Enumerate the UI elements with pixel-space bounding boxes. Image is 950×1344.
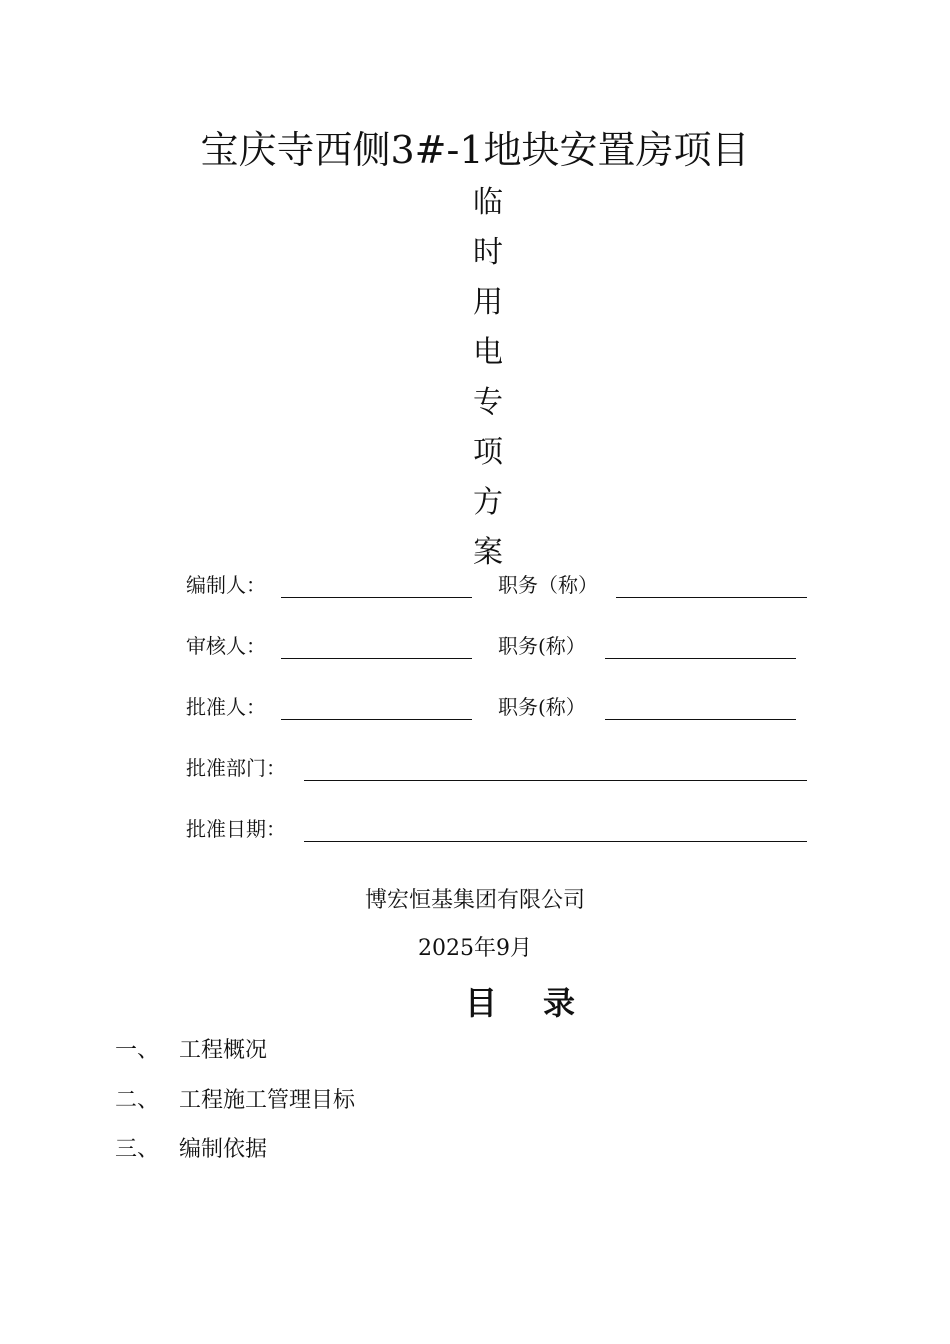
subtitle-char: 专 <box>473 385 503 420</box>
approver-blank-line <box>281 719 472 720</box>
approver-title-label: 职务(称） <box>498 695 586 719</box>
reviewer-title-label: 职务(称） <box>498 634 586 658</box>
toc-item-number: 二、 <box>115 1088 160 1113</box>
subtitle-char: 时 <box>473 235 503 270</box>
toc-item-number: 一、 <box>115 1038 160 1063</box>
reviewer-title-blank-line <box>605 658 796 659</box>
date-blank-line <box>304 841 807 842</box>
approver-title-blank-line <box>605 719 796 720</box>
toc-item-label: 工程施工管理目标 <box>179 1088 356 1113</box>
reviewer-label: 审核人： <box>186 634 266 658</box>
toc-title-a: 目 <box>464 984 497 1022</box>
issue-date: 2025年9月 <box>418 936 532 961</box>
toc-item-number: 三、 <box>115 1137 160 1162</box>
date-label: 批准日期： <box>186 817 286 841</box>
toc-item[interactable] <box>115 1085 355 1117</box>
toc-title <box>0 980 950 1026</box>
compiler-label: 编制人： <box>186 573 266 597</box>
toc-item-label: 工程概况 <box>179 1038 268 1063</box>
subtitle-char: 电 <box>473 335 503 370</box>
company-name: 博宏恒基集团有限公司 <box>364 888 585 913</box>
subtitle-char: 临 <box>473 185 503 220</box>
toc-item[interactable] <box>115 1134 267 1166</box>
compiler-blank-line <box>281 597 472 598</box>
compiler-title-label: 职务（称） <box>498 573 598 597</box>
reviewer-blank-line <box>281 658 472 659</box>
subtitle-char: 用 <box>473 285 503 320</box>
document-subtitle-vertical <box>462 178 514 578</box>
dept-label: 批准部门： <box>186 756 286 780</box>
subtitle-char: 案 <box>473 535 503 570</box>
subtitle-char: 项 <box>473 435 503 470</box>
subtitle-char: 方 <box>473 485 503 520</box>
toc-title-b: 录 <box>543 984 576 1022</box>
toc-item-label: 编制依据 <box>179 1137 268 1162</box>
dept-blank-line <box>304 780 807 781</box>
approver-label: 批准人： <box>186 695 266 719</box>
document-title: 宝庆寺西侧3#-1地块安置房项目 <box>200 128 750 172</box>
compiler-title-blank-line <box>616 597 807 598</box>
toc-item[interactable] <box>115 1035 267 1067</box>
